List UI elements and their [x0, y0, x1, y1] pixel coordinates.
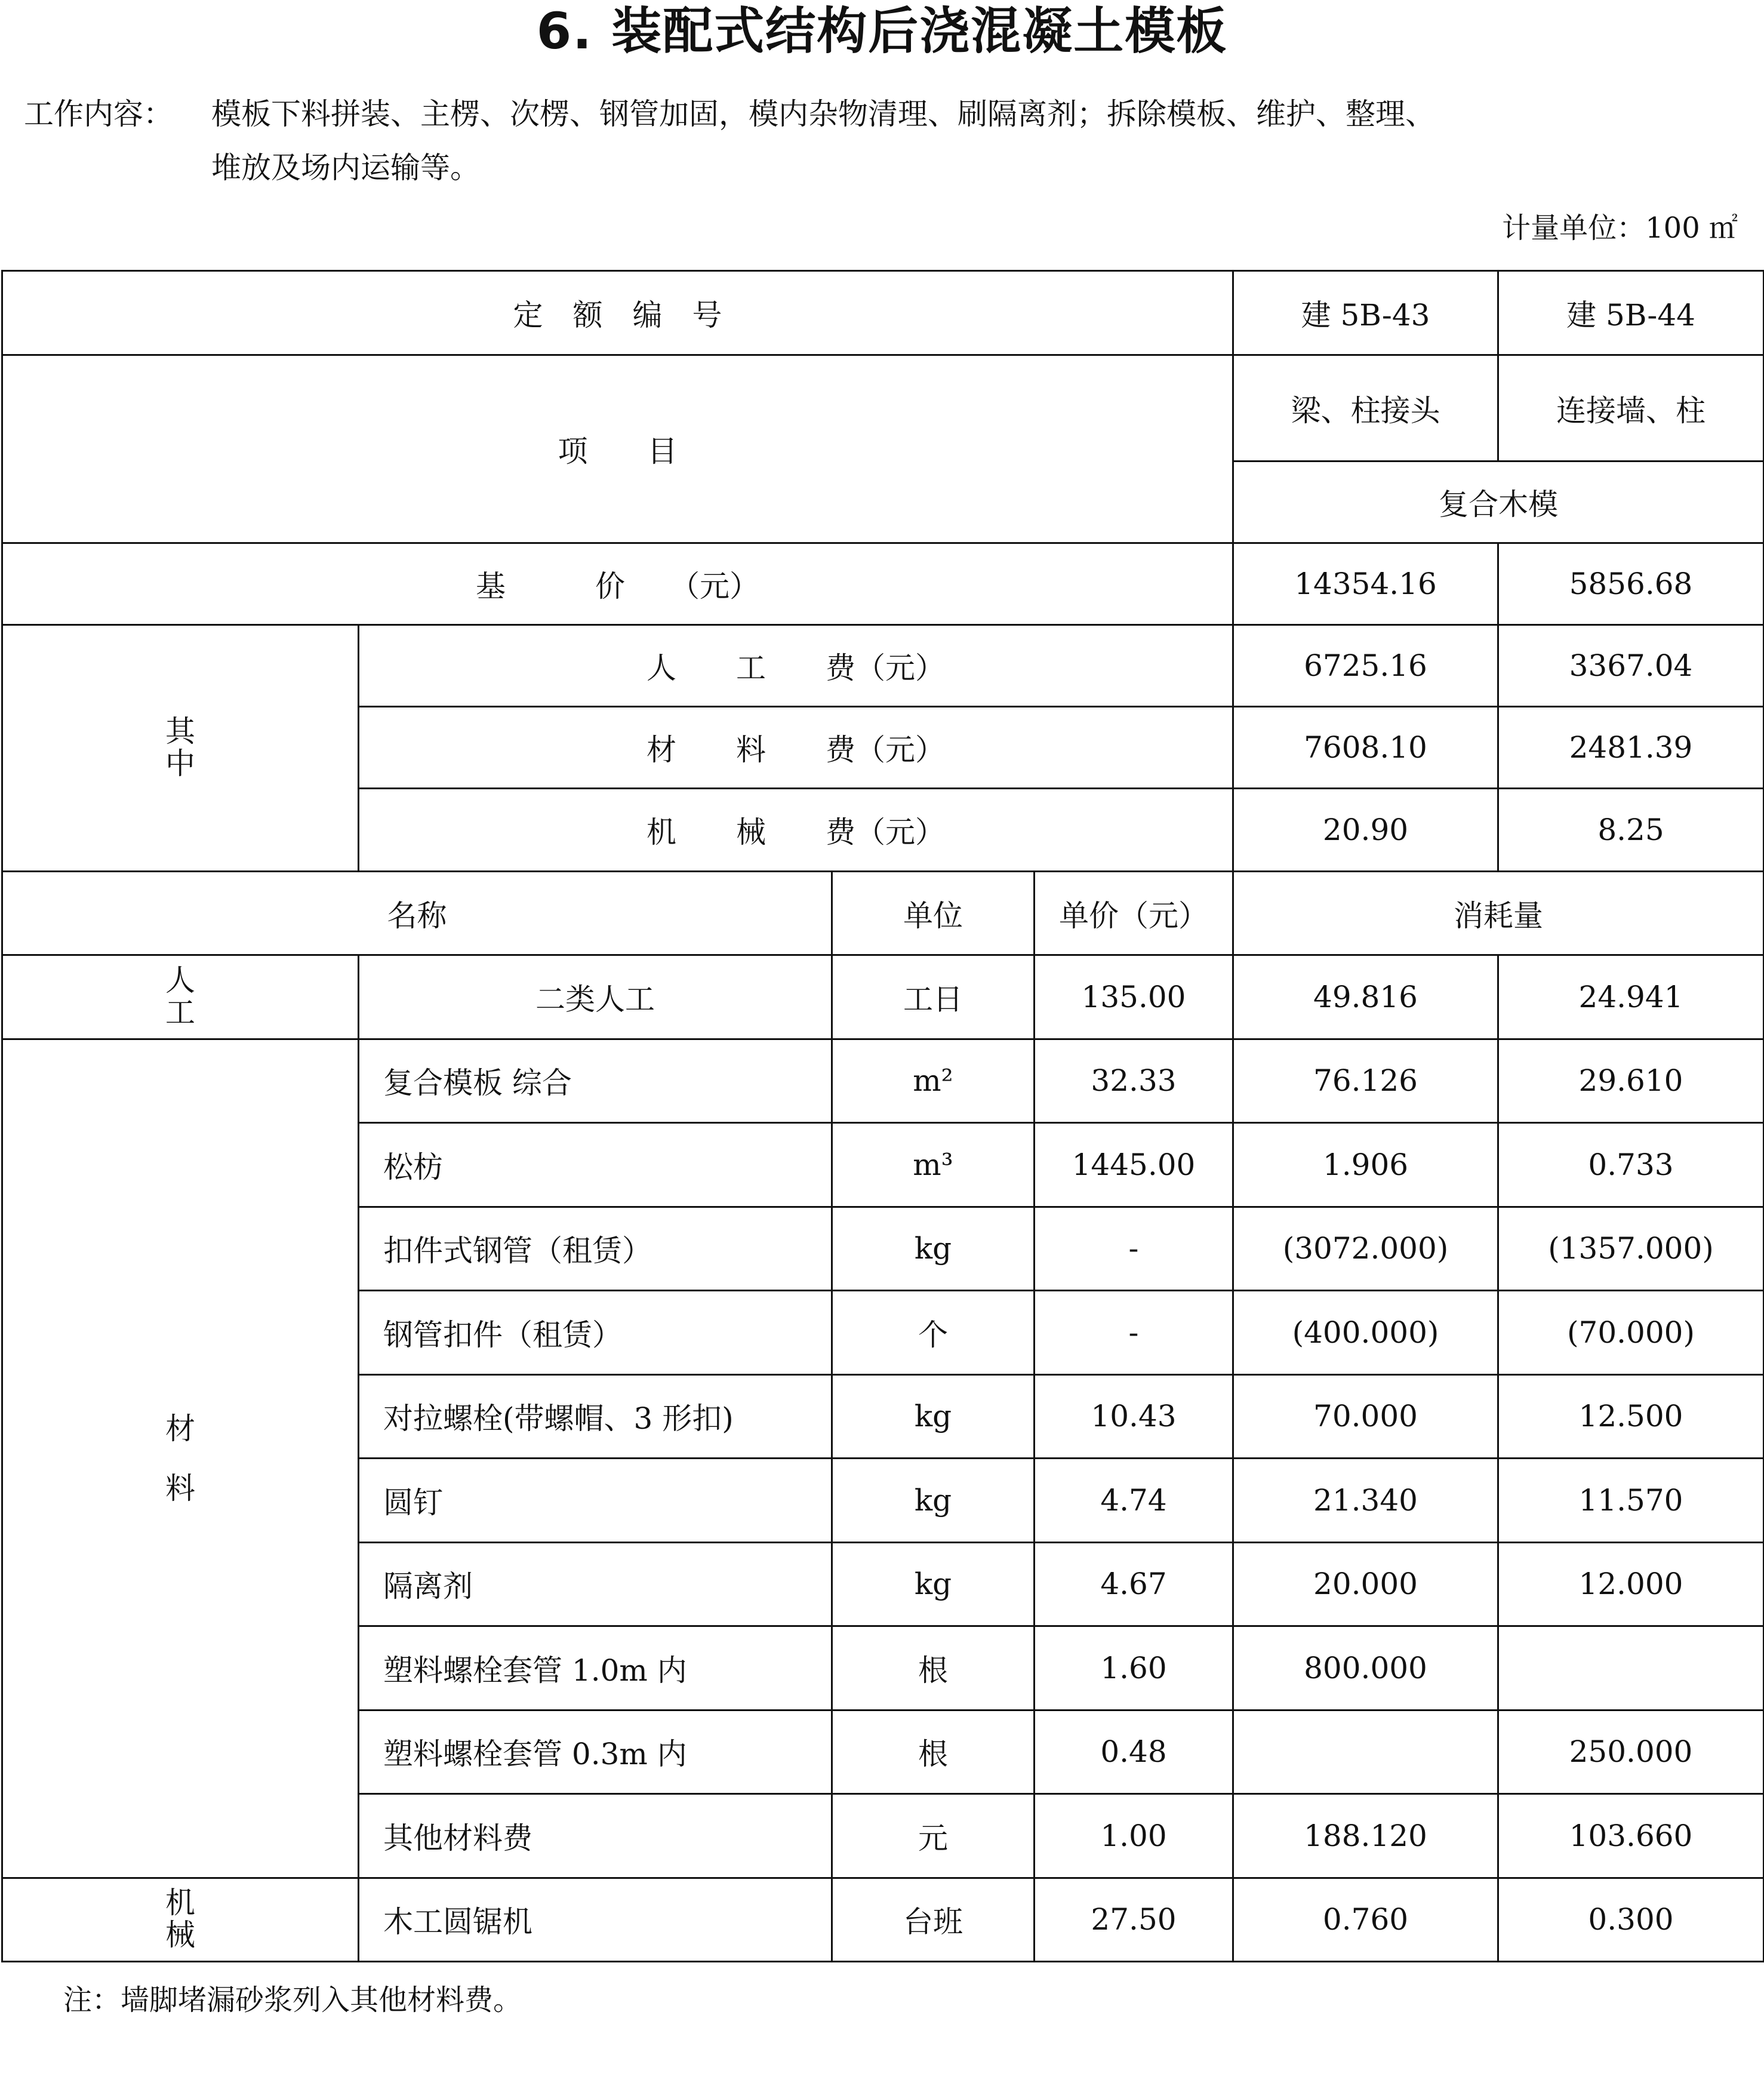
consumption-cell: 20.000 — [1233, 1542, 1498, 1626]
consumption-cell: 800.000 — [1233, 1626, 1498, 1710]
resource-price-cell: 1.00 — [1035, 1794, 1233, 1878]
consumption-cell: 70.000 — [1233, 1374, 1498, 1459]
resource-name-cell: 隔离剂 — [359, 1542, 832, 1626]
work-content-line-1 — [24, 87, 1743, 141]
resource-unit-cell: kg — [832, 1459, 1035, 1543]
material-fee-cell: 7608.10 — [1233, 707, 1498, 789]
resource-name-cell: 钢管扣件（租赁） — [359, 1291, 832, 1375]
material-group-label-top-char: 材 — [165, 1411, 195, 1446]
machine-group-label — [2, 1878, 359, 1962]
item-cell: 连接墙、柱 — [1498, 355, 1764, 462]
material-type-cell: 复合木模 — [1233, 462, 1764, 543]
resource-price-cell: 4.74 — [1035, 1459, 1233, 1543]
machine-row — [2, 1878, 1764, 1962]
consumption-column-header: 消耗量 — [1233, 872, 1764, 955]
resource-name-cell: 复合模板 综合 — [359, 1039, 832, 1123]
consumption-cell: 188.120 — [1233, 1794, 1498, 1878]
material-fee-label: 材 料 费（元） — [359, 707, 1233, 789]
labor-fee-label: 人 工 费（元） — [359, 625, 1233, 707]
material-group-label-bottom-char: 料 — [165, 1470, 195, 1506]
resource-price-cell: - — [1035, 1207, 1233, 1291]
work-content-text-1: 模板下料拼装、主楞、次楞、钢管加固，模内杂物清理、刷隔离剂；拆除模板、维护、整理、 — [211, 97, 1435, 131]
item-label: 项 目 — [2, 355, 1233, 543]
resource-unit-cell: 根 — [832, 1710, 1035, 1794]
consumption-cell: 24.941 — [1498, 955, 1764, 1039]
work-content-text-2: 堆放及场内运输等。 — [211, 150, 480, 185]
material-row — [2, 1039, 1764, 1123]
resource-price-cell: 4.67 — [1035, 1542, 1233, 1626]
consumption-cell: 11.570 — [1498, 1459, 1764, 1543]
among-group-label — [2, 625, 359, 872]
item-row — [2, 355, 1764, 462]
resource-unit-cell: kg — [832, 1374, 1035, 1459]
price-column-header: 单价（元） — [1035, 872, 1233, 955]
labor-group-label-bottom-char: 工 — [165, 995, 195, 1030]
among-group-text — [165, 715, 195, 780]
consumption-cell — [1233, 1710, 1498, 1794]
consumption-cell: (3072.000) — [1233, 1207, 1498, 1291]
resource-name-cell: 松枋 — [359, 1123, 832, 1207]
base-price-cell: 14354.16 — [1233, 543, 1498, 625]
resource-price-cell: - — [1035, 1291, 1233, 1375]
consumption-cell: 29.610 — [1498, 1039, 1764, 1123]
among-top-char: 其 — [165, 714, 195, 749]
resource-unit-cell: 根 — [832, 1626, 1035, 1710]
code-label: 定 额 编 号 — [2, 271, 1233, 355]
resource-price-cell: 0.48 — [1035, 1710, 1233, 1794]
resource-unit-cell: kg — [832, 1207, 1035, 1291]
material-fee-cell: 2481.39 — [1498, 707, 1764, 789]
consumption-cell: 103.660 — [1498, 1794, 1764, 1878]
resource-price-cell: 1.60 — [1035, 1626, 1233, 1710]
quota-table-body — [2, 271, 1764, 1962]
footnote: 注：墙脚堵漏砂浆列入其他材料费。 — [63, 1983, 522, 2017]
labor-fee-cell: 6725.16 — [1233, 625, 1498, 707]
consumption-cell: 12.500 — [1498, 1374, 1764, 1459]
among-bottom-char: 中 — [165, 746, 195, 781]
consumption-cell: 12.000 — [1498, 1542, 1764, 1626]
machine-group-label-top-char: 机 — [165, 1885, 195, 1921]
labor-group-label-top-char: 人 — [165, 962, 195, 998]
labor-fee-row — [2, 625, 1764, 707]
material-group-label-text — [165, 1399, 195, 1518]
consumption-cell: (70.000) — [1498, 1291, 1764, 1375]
base-price-label: 基 价 （元） — [2, 543, 1233, 625]
resource-unit-cell: 元 — [832, 1794, 1035, 1878]
code-cell: 建 5B-44 — [1498, 271, 1764, 355]
resource-name-cell: 塑料螺栓套管 1.0m 内 — [359, 1626, 832, 1710]
work-content — [24, 87, 1743, 195]
machine-group-label-bottom-char: 械 — [165, 1918, 195, 1953]
consumption-cell: (1357.000) — [1498, 1207, 1764, 1291]
resource-name-cell: 塑料螺栓套管 0.3m 内 — [359, 1710, 832, 1794]
machine-fee-label: 机 械 费（元） — [359, 789, 1233, 872]
resource-unit-cell: m² — [832, 1039, 1035, 1123]
consumption-cell — [1498, 1626, 1764, 1710]
work-content-label: 工作内容： — [24, 97, 173, 131]
machine-fee-cell: 20.90 — [1233, 789, 1498, 872]
resource-unit-cell: kg — [832, 1542, 1035, 1626]
name-column-header: 名称 — [2, 872, 832, 955]
consumption-cell: 49.816 — [1233, 955, 1498, 1039]
resource-name-cell: 二类人工 — [359, 955, 832, 1039]
quota-table — [1, 270, 1764, 1962]
labor-fee-cell: 3367.04 — [1498, 625, 1764, 707]
item-cell: 梁、柱接头 — [1233, 355, 1498, 462]
material-group-label — [2, 1039, 359, 1878]
labor-group-label-text — [165, 964, 195, 1029]
labor-row — [2, 955, 1764, 1039]
resource-price-cell: 10.43 — [1035, 1374, 1233, 1459]
consumption-cell: (400.000) — [1233, 1291, 1498, 1375]
resource-price-cell: 27.50 — [1035, 1878, 1233, 1962]
resource-price-cell: 135.00 — [1035, 955, 1233, 1039]
labor-group-label — [2, 955, 359, 1039]
consumption-cell: 21.340 — [1233, 1459, 1498, 1543]
resource-name-cell: 圆钉 — [359, 1459, 832, 1543]
consumption-cell: 250.000 — [1498, 1710, 1764, 1794]
resource-unit-cell: 工日 — [832, 955, 1035, 1039]
base-price-row — [2, 543, 1764, 625]
resource-price-cell: 1445.00 — [1035, 1123, 1233, 1207]
column-header-row — [2, 872, 1764, 955]
resource-unit-cell: 台班 — [832, 1878, 1035, 1962]
measurement-unit: 计量单位：100 ㎡ — [1502, 211, 1738, 245]
consumption-cell: 1.906 — [1233, 1123, 1498, 1207]
resource-unit-cell: m³ — [832, 1123, 1035, 1207]
resource-name-cell: 其他材料费 — [359, 1794, 832, 1878]
page-title: 6. 装配式结构后浇混凝土模板 — [536, 2, 1228, 60]
consumption-cell: 0.300 — [1498, 1878, 1764, 1962]
resource-name-cell: 扣件式钢管（租赁） — [359, 1207, 832, 1291]
unit-column-header: 单位 — [832, 872, 1035, 955]
machine-fee-cell: 8.25 — [1498, 789, 1764, 872]
resource-unit-cell: 个 — [832, 1291, 1035, 1375]
resource-name-cell: 对拉螺栓(带螺帽、3 形扣) — [359, 1374, 832, 1459]
consumption-cell: 0.733 — [1498, 1123, 1764, 1207]
consumption-cell: 76.126 — [1233, 1039, 1498, 1123]
code-cell: 建 5B-43 — [1233, 271, 1498, 355]
machine-group-label-text — [165, 1887, 195, 1951]
resource-price-cell: 32.33 — [1035, 1039, 1233, 1123]
base-price-cell: 5856.68 — [1498, 543, 1764, 625]
consumption-cell: 0.760 — [1233, 1878, 1498, 1962]
code-row — [2, 271, 1764, 355]
resource-name-cell: 木工圆锯机 — [359, 1878, 832, 1962]
